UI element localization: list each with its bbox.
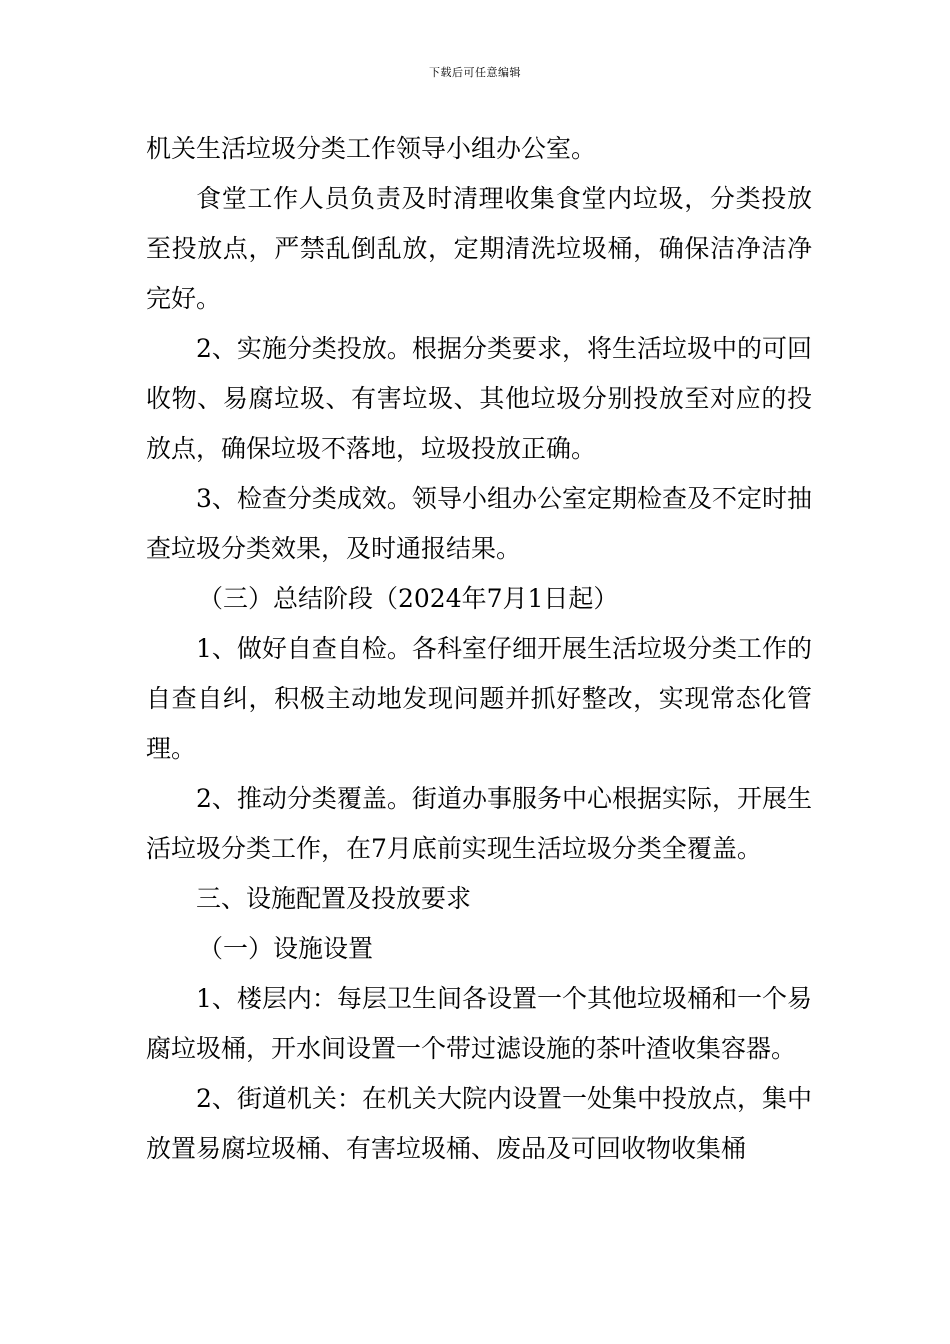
paragraph-3: 2、实施分类投放。根据分类要求，将生活垃圾中的可回收物、易腐垃圾、有害垃圾、其他垃圾分别投放至对应的投放点，确保垃圾不落地，垃圾投放正确。 xyxy=(146,334,812,463)
paragraph-4: 3、检查分类成效。领导小组办公室定期检查及不定时抽查垃圾分类效果，及时通报结果。 xyxy=(146,484,812,563)
section-heading-3: （三）总结阶段（2024年7月1日起） xyxy=(198,584,619,613)
paragraph-7: 1、楼层内：每层卫生间各设置一个其他垃圾桶和一个易腐垃圾桶，开水间设置一个带过滤设施的茶叶渣收集容器。 xyxy=(146,984,812,1063)
paragraph-2: 食堂工作人员负责及时清理收集食堂内垃圾，分类投放至投放点，严禁乱倒乱放，定期清洗垃圾桶，确保洁净洁净完好。 xyxy=(146,184,812,313)
paragraph-8: 2、街道机关：在机关大院内设置一处集中投放点，集中放置易腐垃圾桶、有害垃圾桶、废品及可回收物收集桶 xyxy=(146,1084,812,1163)
paragraph-5: 1、做好自查自检。各科室仔细开展生活垃圾分类工作的自查自纠，积极主动地发现问题并抓好整改，实现常态化管理。 xyxy=(146,634,812,763)
document-body xyxy=(146,124,812,1174)
paragraph-1: 机关生活垃圾分类工作领导小组办公室。 xyxy=(146,134,597,163)
section-heading-1: （一）设施设置 xyxy=(198,934,374,963)
page-header: 下载后可任意编辑 xyxy=(429,66,521,79)
chapter-heading-3: 三、设施配置及投放要求 xyxy=(196,884,472,913)
paragraph-6: 2、推动分类覆盖。街道办事服务中心根据实际，开展生活垃圾分类工作，在7月底前实现生活垃圾分类全覆盖。 xyxy=(146,784,812,863)
